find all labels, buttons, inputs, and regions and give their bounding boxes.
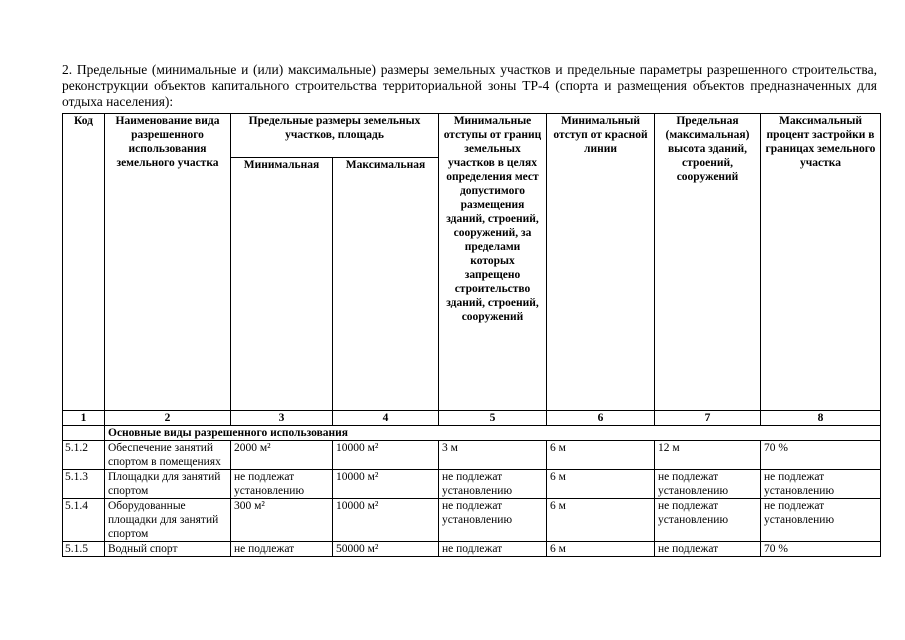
row-height: 12 м (655, 441, 761, 470)
column-number: 8 (761, 411, 881, 426)
header-name: Наименование вида разрешенного использования земельного участка (105, 114, 231, 411)
row-coverage: не подлежат установлению (761, 470, 881, 499)
column-number: 4 (333, 411, 439, 426)
column-number: 1 (63, 411, 105, 426)
header-min: Минимальная (231, 158, 333, 411)
row-max: 10000 м² (333, 441, 439, 470)
row-height: не подлежат установлению (655, 470, 761, 499)
row-height: не подлежат (655, 542, 761, 557)
header-coverage: Максимальный процент застройки в границах земельного участка (761, 114, 881, 411)
column-number: 6 (547, 411, 655, 426)
row-coverage: не подлежат установлению (761, 499, 881, 542)
row-code: 5.1.4 (63, 499, 105, 542)
table-row (63, 499, 881, 542)
row-min: 2000 м² (231, 441, 333, 470)
header-height: Предельная (максимальная) высота зданий, строений, сооружений (655, 114, 761, 411)
row-max: 10000 м² (333, 470, 439, 499)
column-number: 5 (439, 411, 547, 426)
header-code: Код (63, 114, 105, 411)
row-name: Водный спорт (105, 542, 231, 557)
table-row (63, 470, 881, 499)
header-max: Максимальная (333, 158, 439, 411)
intro-paragraph: 2. Предельные (минимальные и (или) максимальные) размеры земельных участков и предельные параметры разрешенного строительства, реконструкции объектов капитального строительства территориальной зоны ТР-4 (спорта и размещения объектов предназначенных для отдыха населения): (62, 62, 877, 109)
row-min: не подлежат (231, 542, 333, 557)
column-number: 7 (655, 411, 761, 426)
row-name: Обеспечение занятий спортом в помещениях (105, 441, 231, 470)
row-setback: не подлежат установлению (439, 499, 547, 542)
row-red-line: 6 м (547, 441, 655, 470)
row-code: 5.1.5 (63, 542, 105, 557)
row-red-line: 6 м (547, 499, 655, 542)
row-min: не подлежат установлению (231, 470, 333, 499)
row-height: не подлежат установлению (655, 499, 761, 542)
row-coverage: 70 % (761, 542, 881, 557)
column-number-row (63, 411, 881, 426)
column-number: 3 (231, 411, 333, 426)
section-title: Основные виды разрешенного использования (105, 426, 881, 441)
table-row (63, 542, 881, 557)
row-name: Оборудованные площадки для занятий спортом (105, 499, 231, 542)
row-setback: не подлежат установлению (439, 470, 547, 499)
section-row (63, 426, 881, 441)
column-number: 2 (105, 411, 231, 426)
header-setback: Минимальные отступы от границ земельных участков в целях определения мест допустимого размещения зданий, строений, сооружений, за пределами которых запрещено строительство зданий, строений, сооружений (439, 114, 547, 411)
row-name: Площадки для занятий спортом (105, 470, 231, 499)
row-code: 5.1.2 (63, 441, 105, 470)
table-row (63, 441, 881, 470)
row-max: 10000 м² (333, 499, 439, 542)
header-red-line: Минимальный отступ от красной линии (547, 114, 655, 411)
row-red-line: 6 м (547, 542, 655, 557)
row-min: 300 м² (231, 499, 333, 542)
row-max: 50000 м² (333, 542, 439, 557)
header-sizes: Предельные размеры земельных участков, площадь (231, 114, 439, 158)
row-code: 5.1.3 (63, 470, 105, 499)
regulations-table (62, 113, 881, 557)
row-setback: не подлежат (439, 542, 547, 557)
row-coverage: 70 % (761, 441, 881, 470)
row-setback: 3 м (439, 441, 547, 470)
row-red-line: 6 м (547, 470, 655, 499)
